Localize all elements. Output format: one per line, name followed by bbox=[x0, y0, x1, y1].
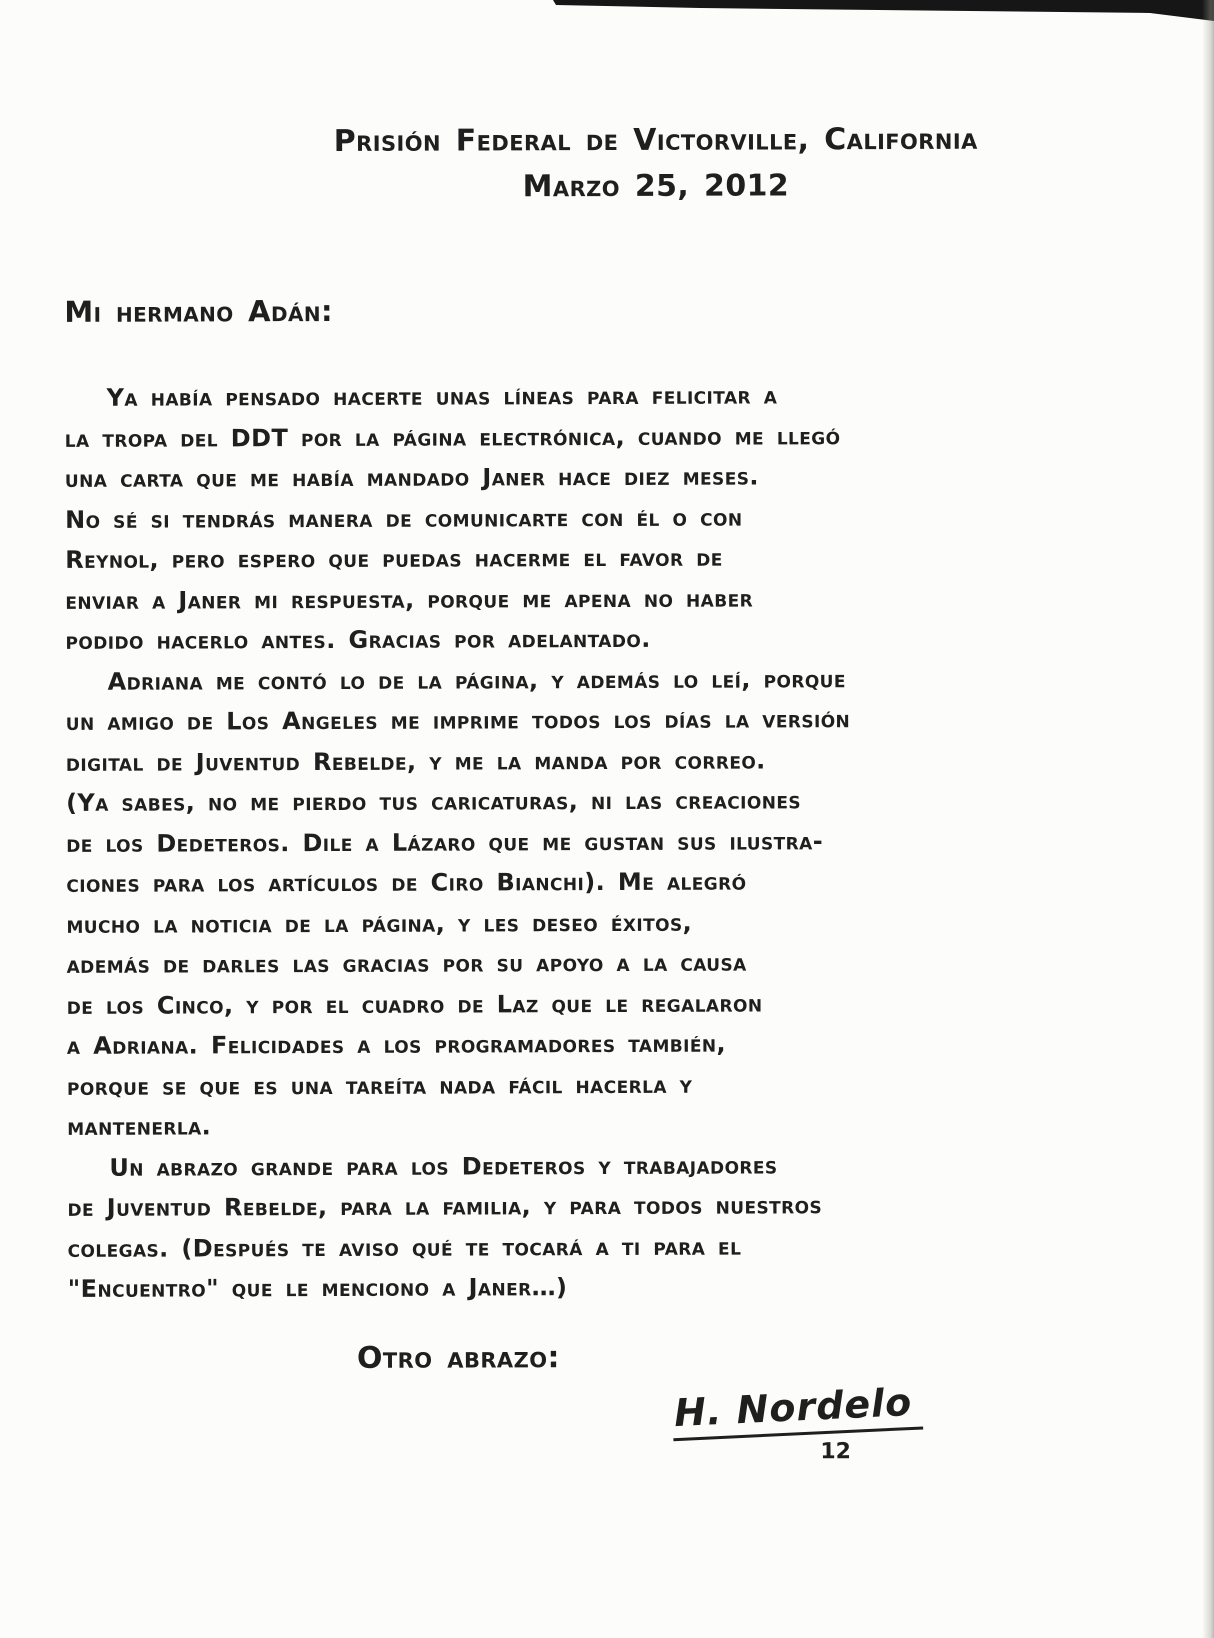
paragraph bbox=[67, 1144, 1156, 1310]
handwritten-line: de los Dedeteros. Dile a Lázaro que me gustan sus ilustra- bbox=[66, 826, 824, 858]
handwritten-line: colegas. (Después te aviso qué te tocará a ti para el bbox=[67, 1232, 742, 1263]
handwritten-line: a Adriana. Felicidades a los programadores también, bbox=[66, 1029, 727, 1060]
signature: H. Nordelo bbox=[671, 1379, 923, 1441]
handwritten-line: Reynol, pero espero que puedas hacerme el favor de bbox=[65, 543, 723, 574]
signature-number: 12 bbox=[820, 1438, 851, 1464]
handwritten-line: mantenerla. bbox=[67, 1112, 212, 1141]
handwritten-line: (Ya sabes, no me pierdo tus caricaturas, ni las creaciones bbox=[65, 786, 802, 817]
handwritten-line: de Juventud Rebelde, para la familia, y para todos nuestros bbox=[67, 1191, 823, 1222]
handwritten-line: mucho la noticia de la página, y les deseo éxitos, bbox=[66, 908, 693, 939]
handwritten-line: un amigo de Los Angeles me imprime todos los días la versión bbox=[65, 705, 851, 736]
handwritten-line: digital de Juventud Rebelde, y me la manda por correo. bbox=[65, 745, 766, 777]
letter-date: Marzo 25, 2012 bbox=[522, 168, 790, 205]
paragraph bbox=[65, 374, 1154, 661]
handwritten-line: Ya había pensado hacerte unas líneas para felicitar a bbox=[106, 381, 778, 412]
handwritten-line: porque se que es una tareíta nada fácil hacerla y bbox=[66, 1070, 693, 1101]
paragraph bbox=[66, 658, 1156, 1148]
letter-content bbox=[64, 116, 1157, 1466]
handwritten-line: ciones para los artículos de Ciro Bianchi). Me alegró bbox=[66, 867, 747, 898]
scan-artifact-top-edge bbox=[0, 0, 1214, 30]
letter-header bbox=[112, 116, 1200, 212]
signature-block bbox=[672, 1379, 1156, 1465]
handwritten-line: "Encuentro" que le menciono a Janer…) bbox=[67, 1273, 568, 1303]
handwritten-line: además de darles las gracias por su apoyo a la causa bbox=[66, 948, 747, 979]
handwritten-line: No sé si tendrás manera de comunicarte con él o con bbox=[64, 503, 743, 534]
handwritten-line: la tropa del DDT por la página electrónica, cuando me llegó bbox=[64, 421, 841, 453]
handwritten-line: Adriana me contó lo de la página, y además lo leí, porque bbox=[107, 664, 846, 696]
handwritten-line: enviar a Janer mi respuesta, porque me apena no haber bbox=[65, 583, 754, 615]
letter-location: Prisión Federal de Victorville, California bbox=[333, 121, 978, 159]
closing: Otro abrazo: bbox=[356, 1339, 560, 1376]
scan-artifact-right-edge bbox=[1202, 0, 1214, 1638]
handwritten-line: podido hacerlo antes. Gracias por adelantado. bbox=[65, 624, 651, 655]
salutation: Mi hermano Adán: bbox=[64, 293, 334, 329]
handwritten-line: de los Cinco, y por el cuadro de Laz que le regalaron bbox=[66, 988, 763, 1020]
handwritten-line: Un abrazo grande para los Dedeteros y trabajadores bbox=[109, 1150, 778, 1182]
letter-body bbox=[65, 374, 1156, 1309]
handwritten-line: una carta que me había mandado Janer hace diez meses. bbox=[64, 462, 759, 493]
